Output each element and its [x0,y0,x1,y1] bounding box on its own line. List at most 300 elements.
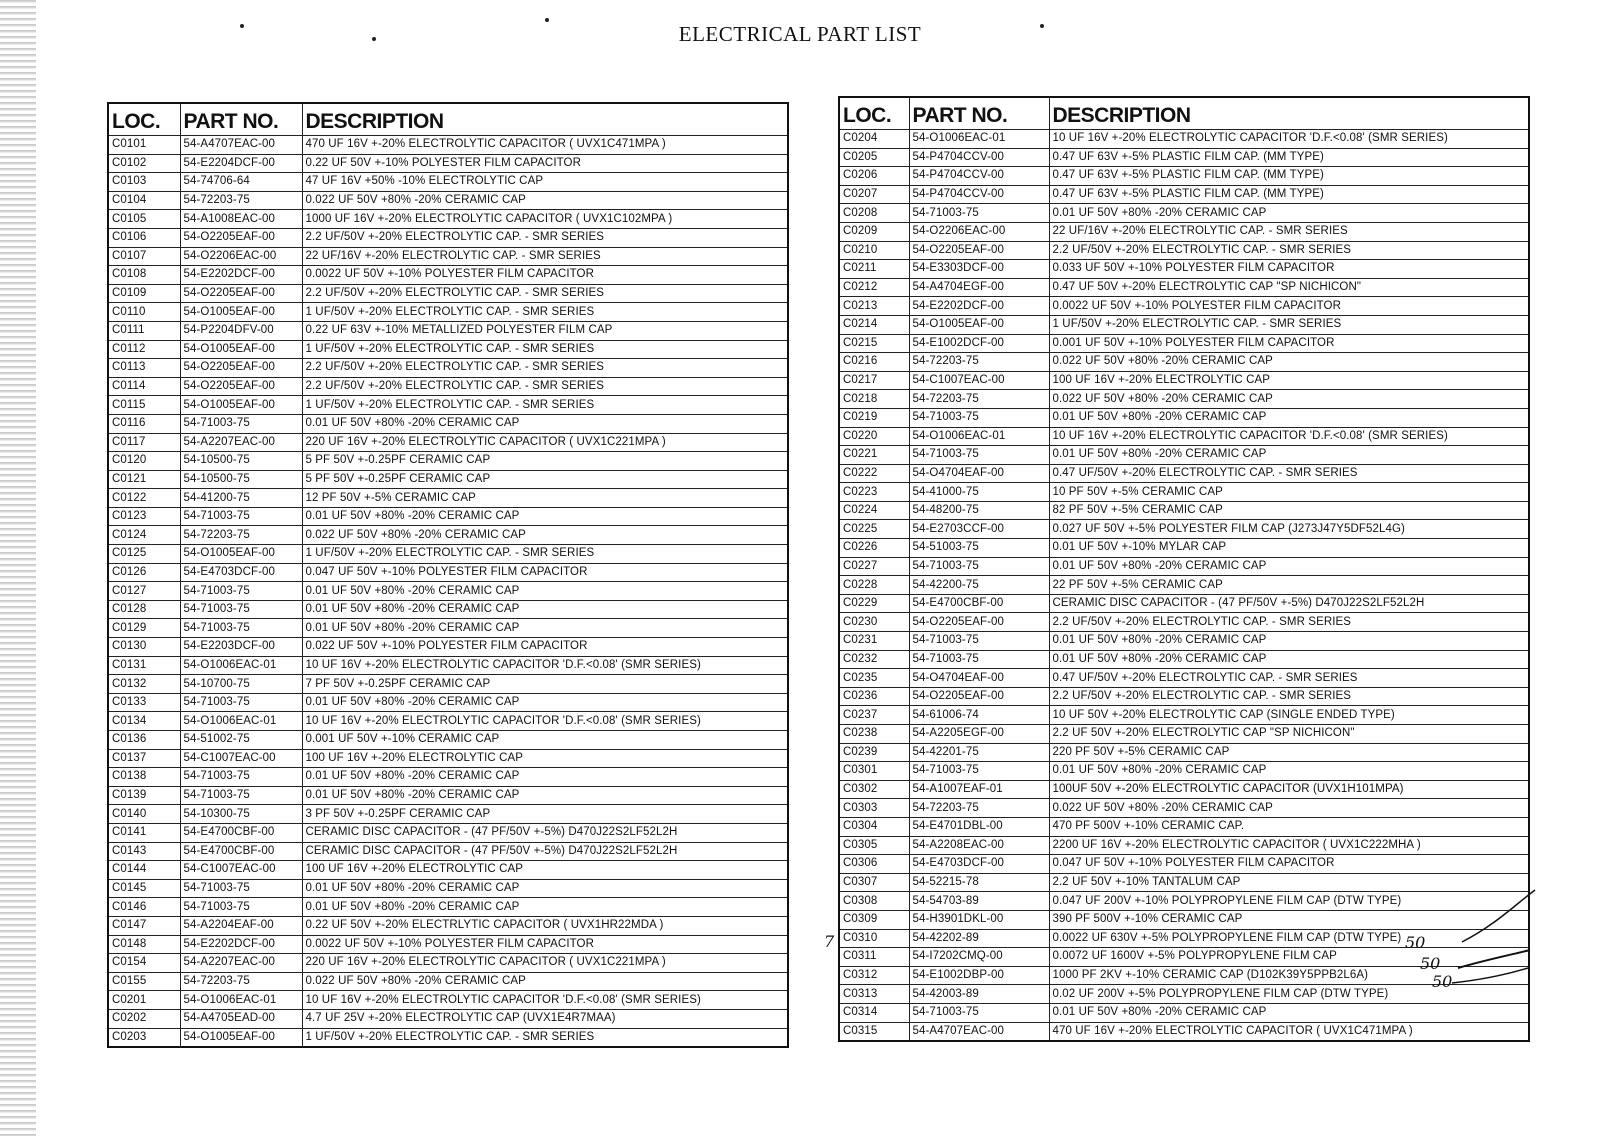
handwritten-mark: 50 [1420,954,1441,973]
loc-cell: C0223 [839,483,909,502]
table-row [108,842,788,861]
description-cell: 0.01 UF 50V +80% -20% CERAMIC CAP [1049,408,1529,427]
table-row [839,855,1529,874]
table-row [108,266,788,285]
part-no-cell: 54-71003-75 [180,619,302,638]
description-cell: 10 UF 50V +-20% ELECTROLYTIC CAP (SINGLE ENDED TYPE) [1049,706,1529,725]
part-no-cell: 54-A4707EAC-00 [909,1022,1049,1041]
description-cell: 1 UF/50V +-20% ELECTROLYTIC CAP. - SMR SERIES [302,340,788,359]
table-row [108,396,788,415]
part-no-cell: 54-E2204DCF-00 [180,154,302,173]
loc-cell: C0222 [839,464,909,483]
loc-cell: C0133 [108,693,180,712]
part-no-cell: 54-O2206EAC-00 [180,247,302,266]
table-row [108,861,788,880]
description-cell: 10 PF 50V +-5% CERAMIC CAP [1049,483,1529,502]
loc-cell: C0228 [839,576,909,595]
description-cell: 0.0022 UF 50V +-10% POLYESTER FILM CAPACITOR [302,935,788,954]
loc-cell: C0204 [839,130,909,149]
loc-cell: C0236 [839,687,909,706]
part-no-cell: 54-C1007EAC-00 [909,371,1049,390]
description-cell: 0.01 UF 50V +80% -20% CERAMIC CAP [1049,632,1529,651]
description-cell: 2.2 UF 50V +-20% ELECTROLYTIC CAP "SP NICHICON" [1049,725,1529,744]
table-row [108,228,788,247]
table-row [839,520,1529,539]
table-header-row [839,97,1529,130]
description-cell: 1 UF/50V +-20% ELECTROLYTIC CAP. - SMR SERIES [302,545,788,564]
loc-cell: C0116 [108,414,180,433]
description-cell: 0.01 UF 50V +80% -20% CERAMIC CAP [302,414,788,433]
loc-cell: C0143 [108,842,180,861]
part-no-cell: 54-72203-75 [180,972,302,991]
part-no-cell: 54-P4704CCV-00 [909,185,1049,204]
description-cell: 22 UF/16V +-20% ELECTROLYTIC CAP. - SMR SERIES [1049,222,1529,241]
loc-cell: C0108 [108,266,180,285]
table-row [108,805,788,824]
part-no-cell: 54-71003-75 [909,408,1049,427]
description-cell: 0.022 UF 50V +80% -20% CERAMIC CAP [302,526,788,545]
description-cell: 5 PF 50V +-0.25PF CERAMIC CAP [302,452,788,471]
table-row [839,1022,1529,1041]
description-cell: 10 UF 16V +-20% ELECTROLYTIC CAPACITOR 'D.F.<0.08' (SMR SERIES) [302,991,788,1010]
table-row [108,712,788,731]
header-description: DESCRIPTION [1049,97,1529,130]
parts-table-left [107,102,789,1048]
part-no-cell: 54-52215-78 [909,873,1049,892]
description-cell: 0.01 UF 50V +80% -20% CERAMIC CAP [1049,1003,1529,1022]
description-cell: 0.001 UF 50V +-10% POLYESTER FILM CAPACITOR [1049,334,1529,353]
table-row [839,130,1529,149]
loc-cell: C0207 [839,185,909,204]
page-title: ELECTRICAL PART LIST [678,22,922,46]
description-cell: 1 UF/50V +-20% ELECTROLYTIC CAP. - SMR SERIES [302,1028,788,1047]
loc-cell: C0225 [839,520,909,539]
part-no-cell: 54-72203-75 [909,390,1049,409]
description-cell: 0.01 UF 50V +80% -20% CERAMIC CAP [302,507,788,526]
description-cell: 12 PF 50V +-5% CERAMIC CAP [302,489,788,508]
part-no-cell: 54-42202-89 [909,929,1049,948]
table-row [108,545,788,564]
part-no-cell: 54-E3303DCF-00 [909,260,1049,279]
loc-cell: C0309 [839,910,909,929]
part-no-cell: 54-E2202DCF-00 [180,935,302,954]
part-no-cell: 54-A1008EAC-00 [180,210,302,229]
part-no-cell: 54-P2204DFV-00 [180,321,302,340]
part-no-cell: 54-H3901DKL-00 [909,910,1049,929]
loc-cell: C0104 [108,191,180,210]
loc-cell: C0305 [839,836,909,855]
table-row [108,284,788,303]
table-row [108,414,788,433]
header-loc: LOC. [839,97,909,130]
part-no-cell: 54-O2205EAF-00 [180,284,302,303]
description-cell: 0.027 UF 50V +-5% POLYESTER FILM CAP (J273J47Y5DF52L4G) [1049,520,1529,539]
description-cell: 10 UF 16V +-20% ELECTROLYTIC CAPACITOR 'D.F.<0.08' (SMR SERIES) [1049,130,1529,149]
part-no-cell: 54-O2205EAF-00 [180,377,302,396]
description-cell: 5 PF 50V +-0.25PF CERAMIC CAP [302,470,788,489]
loc-cell: C0140 [108,805,180,824]
loc-cell: C0115 [108,396,180,415]
description-cell: 2.2 UF/50V +-20% ELECTROLYTIC CAP. - SMR SERIES [302,228,788,247]
part-no-cell: 54-A4707EAC-00 [180,136,302,155]
loc-cell: C0302 [839,780,909,799]
table-row [108,563,788,582]
part-no-cell: 54-72203-75 [909,353,1049,372]
table-row [839,669,1529,688]
table-row [839,650,1529,669]
description-cell: 100 UF 16V +-20% ELECTROLYTIC CAP [302,749,788,768]
part-no-cell: 54-O1005EAF-00 [180,340,302,359]
loc-cell: C0132 [108,675,180,694]
table-row [108,954,788,973]
description-cell: 0.047 UF 50V +-10% POLYESTER FILM CAPACITOR [1049,855,1529,874]
loc-cell: C0208 [839,204,909,223]
description-cell: 0.0022 UF 630V +-5% POLYPROPYLENE FILM CAP (DTW TYPE) [1049,929,1529,948]
description-cell: 0.01 UF 50V +80% -20% CERAMIC CAP [1049,204,1529,223]
table-row [108,898,788,917]
part-no-cell: 54-O2205EAF-00 [180,228,302,247]
table-row [108,972,788,991]
table-row [108,507,788,526]
part-no-cell: 54-O2206EAC-00 [909,222,1049,241]
description-cell: 3 PF 50V +-0.25PF CERAMIC CAP [302,805,788,824]
description-cell: 1 UF/50V +-20% ELECTROLYTIC CAP. - SMR SERIES [1049,315,1529,334]
loc-cell: C0138 [108,768,180,787]
part-no-cell: 54-71003-75 [909,204,1049,223]
header-part-no: PART NO. [909,97,1049,130]
table-row [839,929,1529,948]
table-row [839,836,1529,855]
description-cell: 0.22 UF 50V +-10% POLYESTER FILM CAPACITOR [302,154,788,173]
description-cell: 47 UF 16V +50% -10% ELECTROLYTIC CAP [302,173,788,192]
loc-cell: C0124 [108,526,180,545]
table-row [108,935,788,954]
table-row [839,910,1529,929]
table-row [108,489,788,508]
loc-cell: C0120 [108,452,180,471]
table-row [839,148,1529,167]
loc-cell: C0128 [108,600,180,619]
table-row [108,247,788,266]
description-cell: 220 PF 50V +-5% CERAMIC CAP [1049,743,1529,762]
part-no-cell: 54-A2205EGF-00 [909,725,1049,744]
part-no-cell: 54-71003-75 [909,557,1049,576]
part-no-cell: 54-E2202DCF-00 [180,266,302,285]
loc-cell: C0137 [108,749,180,768]
handwritten-mark: 50 [1405,933,1426,952]
description-cell: 0.01 UF 50V +-10% MYLAR CAP [1049,539,1529,558]
description-cell: 0.47 UF 50V +-20% ELECTROLYTIC CAP "SP NICHICON" [1049,278,1529,297]
part-no-cell: 54-42003-89 [909,985,1049,1004]
part-no-cell: 54-O2205EAF-00 [909,241,1049,260]
part-no-cell: 54-O1005EAF-00 [180,545,302,564]
description-cell: 0.01 UF 50V +80% -20% CERAMIC CAP [302,693,788,712]
table-row [839,873,1529,892]
loc-cell: C0210 [839,241,909,260]
table-row [108,749,788,768]
loc-cell: C0109 [108,284,180,303]
part-no-cell: 54-P4704CCV-00 [909,167,1049,186]
description-cell: 220 UF 16V +-20% ELECTROLYTIC CAPACITOR ( UVX1C221MPA ) [302,954,788,973]
description-cell: 2.2 UF/50V +-20% ELECTROLYTIC CAP. - SMR SERIES [302,284,788,303]
table-row [108,191,788,210]
table-row [108,526,788,545]
description-cell: 0.22 UF 63V +-10% METALLIZED POLYESTER FILM CAP [302,321,788,340]
table-row [839,222,1529,241]
loc-cell: C0216 [839,353,909,372]
description-cell: 0.01 UF 50V +80% -20% CERAMIC CAP [302,582,788,601]
description-cell: 0.0022 UF 50V +-10% POLYESTER FILM CAPACITOR [302,266,788,285]
table-row [108,452,788,471]
table-row [108,173,788,192]
loc-cell: C0131 [108,656,180,675]
table-row [108,210,788,229]
table-row [108,768,788,787]
description-cell: 0.47 UF/50V +-20% ELECTROLYTIC CAP. - SMR SERIES [1049,669,1529,688]
loc-cell: C0125 [108,545,180,564]
part-no-cell: 54-42201-75 [909,743,1049,762]
part-no-cell: 54-74706-64 [180,173,302,192]
description-cell: 0.022 UF 50V +80% -20% CERAMIC CAP [1049,353,1529,372]
description-cell: 2.2 UF/50V +-20% ELECTROLYTIC CAP. - SMR SERIES [1049,613,1529,632]
loc-cell: C0212 [839,278,909,297]
description-cell: 0.022 UF 50V +80% -20% CERAMIC CAP [302,191,788,210]
header-loc: LOC. [108,103,180,136]
loc-cell: C0231 [839,632,909,651]
description-cell: 0.047 UF 200V +-10% POLYPROPYLENE FILM CAP (DTW TYPE) [1049,892,1529,911]
description-cell: 0.0022 UF 50V +-10% POLYESTER FILM CAPACITOR [1049,297,1529,316]
table-row [839,427,1529,446]
part-no-cell: 54-E4700CBF-00 [909,594,1049,613]
loc-cell: C0203 [108,1028,180,1047]
loc-cell: C0102 [108,154,180,173]
description-cell: 470 UF 16V +-20% ELECTROLYTIC CAPACITOR ( UVX1C471MPA ) [302,136,788,155]
part-no-cell: 54-O1005EAF-00 [909,315,1049,334]
table-row [839,167,1529,186]
loc-cell: C0205 [839,148,909,167]
loc-cell: C0219 [839,408,909,427]
table-row [839,1003,1529,1022]
part-no-cell: 54-71003-75 [180,414,302,433]
description-cell: CERAMIC DISC CAPACITOR - (47 PF/50V +-5%) D470J22S2LF52L2H [302,823,788,842]
table-row [839,390,1529,409]
table-row [839,501,1529,520]
loc-cell: C0232 [839,650,909,669]
table-row [108,433,788,452]
part-no-cell: 54-C1007EAC-00 [180,861,302,880]
description-cell: 1000 PF 2KV +-10% CERAMIC CAP (D102K39Y5PPB2L6A) [1049,966,1529,985]
part-no-cell: 54-E4703DCF-00 [180,563,302,582]
loc-cell: C0111 [108,321,180,340]
table-row [108,823,788,842]
loc-cell: C0134 [108,712,180,731]
table-row [839,539,1529,558]
part-no-cell: 54-A2207EAC-00 [180,433,302,452]
description-cell: 0.47 UF 63V +-5% PLASTIC FILM CAP. (MM TYPE) [1049,148,1529,167]
table-row [108,340,788,359]
description-cell: 0.02 UF 200V +-5% POLYPROPYLENE FILM CAP (DTW TYPE) [1049,985,1529,1004]
part-no-cell: 54-71003-75 [909,632,1049,651]
description-cell: CERAMIC DISC CAPACITOR - (47 PF/50V +-5%) D470J22S2LF52L2H [302,842,788,861]
table-row [839,408,1529,427]
description-cell: 22 UF/16V +-20% ELECTROLYTIC CAP. - SMR SERIES [302,247,788,266]
part-no-cell: 54-71003-75 [180,600,302,619]
table-row [839,483,1529,502]
loc-cell: C0101 [108,136,180,155]
table-row [839,892,1529,911]
part-no-cell: 54-72203-75 [180,526,302,545]
part-no-cell: 54-E4700CBF-00 [180,823,302,842]
part-no-cell: 54-48200-75 [909,501,1049,520]
loc-cell: C0226 [839,539,909,558]
part-no-cell: 54-A2208EAC-00 [909,836,1049,855]
table-row [108,136,788,155]
table-row [839,725,1529,744]
loc-cell: C0229 [839,594,909,613]
loc-cell: C0121 [108,470,180,489]
loc-cell: C0110 [108,303,180,322]
table-row [108,638,788,657]
table-row [839,762,1529,781]
part-no-cell: 54-A2207EAC-00 [180,954,302,973]
loc-cell: C0136 [108,731,180,750]
description-cell: 0.01 UF 50V +80% -20% CERAMIC CAP [302,786,788,805]
table-row [839,464,1529,483]
loc-cell: C0238 [839,725,909,744]
part-no-cell: 54-A4704EGF-00 [909,278,1049,297]
loc-cell: C0215 [839,334,909,353]
description-cell: 0.0072 UF 1600V +-5% POLYPROPYLENE FILM CAP [1049,948,1529,967]
description-cell: 0.001 UF 50V +-10% CERAMIC CAP [302,731,788,750]
description-cell: 0.01 UF 50V +80% -20% CERAMIC CAP [302,768,788,787]
part-no-cell: 54-51002-75 [180,731,302,750]
loc-cell: C0148 [108,935,180,954]
description-cell: 0.01 UF 50V +80% -20% CERAMIC CAP [302,898,788,917]
part-no-cell: 54-71003-75 [909,1003,1049,1022]
description-cell: 100 UF 16V +-20% ELECTROLYTIC CAP [302,861,788,880]
part-no-cell: 54-E2703CCF-00 [909,520,1049,539]
loc-cell: C0303 [839,799,909,818]
table-row [839,204,1529,223]
part-no-cell: 54-10300-75 [180,805,302,824]
part-no-cell: 54-O2205EAF-00 [909,687,1049,706]
part-no-cell: 54-71003-75 [180,768,302,787]
table-row [108,377,788,396]
part-no-cell: 54-10500-75 [180,470,302,489]
table-row [108,693,788,712]
loc-cell: C0130 [108,638,180,657]
table-row [108,582,788,601]
part-no-cell: 54-71003-75 [180,507,302,526]
loc-cell: C0237 [839,706,909,725]
table-row [108,879,788,898]
description-cell: 0.022 UF 50V +80% -20% CERAMIC CAP [302,972,788,991]
description-cell: 0.01 UF 50V +80% -20% CERAMIC CAP [302,879,788,898]
part-no-cell: 54-O4704EAF-00 [909,464,1049,483]
description-cell: 470 PF 500V +-10% CERAMIC CAP. [1049,817,1529,836]
table-row [839,278,1529,297]
description-cell: 100UF 50V +-20% ELECTROLYTIC CAPACITOR (UVX1H101MPA) [1049,780,1529,799]
part-no-cell: 54-54703-89 [909,892,1049,911]
part-no-cell: 54-A4705EAD-00 [180,1009,302,1028]
description-cell: 1 UF/50V +-20% ELECTROLYTIC CAP. - SMR SERIES [302,303,788,322]
part-no-cell: 54-72203-75 [909,799,1049,818]
loc-cell: C0147 [108,916,180,935]
description-cell: 22 PF 50V +-5% CERAMIC CAP [1049,576,1529,595]
table-row [839,613,1529,632]
table-row [839,799,1529,818]
part-no-cell: 54-71003-75 [180,582,302,601]
table-row [108,731,788,750]
description-cell: 2.2 UF/50V +-20% ELECTROLYTIC CAP. - SMR SERIES [1049,687,1529,706]
table-row [839,185,1529,204]
part-no-cell: 54-61006-74 [909,706,1049,725]
description-cell: 4.7 UF 25V +-20% ELECTROLYTIC CAP (UVX1E4R7MAA) [302,1009,788,1028]
loc-cell: C0146 [108,898,180,917]
part-no-cell: 54-41000-75 [909,483,1049,502]
description-cell: 470 UF 16V +-20% ELECTROLYTIC CAPACITOR ( UVX1C471MPA ) [1049,1022,1529,1041]
table-row [108,600,788,619]
loc-cell: C0122 [108,489,180,508]
part-no-cell: 54-71003-75 [180,898,302,917]
part-no-cell: 54-71003-75 [909,762,1049,781]
table-row [839,632,1529,651]
loc-cell: C0301 [839,762,909,781]
loc-cell: C0144 [108,861,180,880]
loc-cell: C0202 [108,1009,180,1028]
loc-cell: C0127 [108,582,180,601]
part-no-cell: 54-O1006EAC-01 [180,991,302,1010]
table-row [839,353,1529,372]
table-row [839,576,1529,595]
description-cell: 390 PF 500V +-10% CERAMIC CAP [1049,910,1529,929]
part-no-cell: 54-O1006EAC-01 [180,712,302,731]
description-cell: 0.47 UF 63V +-5% PLASTIC FILM CAP. (MM TYPE) [1049,185,1529,204]
loc-cell: C0308 [839,892,909,911]
part-no-cell: 54-E2203DCF-00 [180,638,302,657]
part-no-cell: 54-A2204EAF-00 [180,916,302,935]
loc-cell: C0227 [839,557,909,576]
loc-cell: C0214 [839,315,909,334]
description-cell: 10 UF 16V +-20% ELECTROLYTIC CAPACITOR 'D.F.<0.08' (SMR SERIES) [1049,427,1529,446]
loc-cell: C0107 [108,247,180,266]
loc-cell: C0221 [839,446,909,465]
part-no-cell: 54-E1002DCF-00 [909,334,1049,353]
part-no-cell: 54-42200-75 [909,576,1049,595]
description-cell: 0.01 UF 50V +80% -20% CERAMIC CAP [1049,762,1529,781]
part-no-cell: 54-O1006EAC-01 [909,427,1049,446]
table-row [108,321,788,340]
header-description: DESCRIPTION [302,103,788,136]
part-no-cell: 54-E4700CBF-00 [180,842,302,861]
description-cell: 7 PF 50V +-0.25PF CERAMIC CAP [302,675,788,694]
table-row [839,687,1529,706]
part-no-cell: 54-P4704CCV-00 [909,148,1049,167]
part-no-cell: 54-71003-75 [180,879,302,898]
table-row [108,1028,788,1047]
loc-cell: C0139 [108,786,180,805]
loc-cell: C0206 [839,167,909,186]
table-row [108,786,788,805]
description-cell: 220 UF 16V +-20% ELECTROLYTIC CAPACITOR ( UVX1C221MPA ) [302,433,788,452]
table-row [108,675,788,694]
table-row [839,297,1529,316]
table-row [839,260,1529,279]
handwritten-mark: 50 [1432,972,1453,991]
loc-cell: C0313 [839,985,909,1004]
table-row [839,985,1529,1004]
part-no-cell: 54-O2205EAF-00 [180,359,302,378]
